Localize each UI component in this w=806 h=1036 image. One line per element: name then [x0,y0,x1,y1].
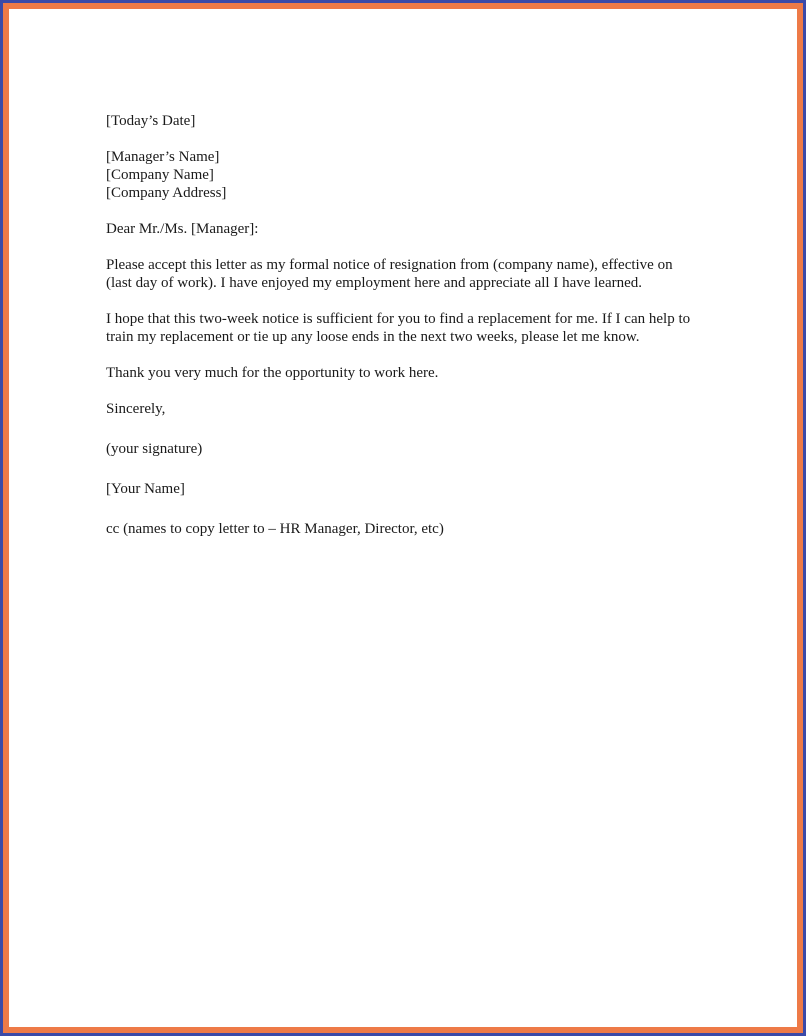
company-address: [Company Address] [106,185,227,201]
paragraph-notice [106,310,746,346]
paragraph-line: Please accept this letter as my formal notice of resignation from (company name), effective on [106,257,673,273]
closing: Sincerely, [106,401,166,417]
paragraph-resignation [106,256,746,292]
letter-page [15,15,791,1021]
manager-name: [Manager’s Name] [106,149,220,165]
paragraph-line: (last day of work). I have enjoyed my employment here and appreciate all I have learned. [106,275,643,291]
paragraph-thanks: Thank you very much for the opportunity to work here. [106,365,439,381]
signature-placeholder: (your signature) [106,441,203,457]
salutation: Dear Mr./Ms. [Manager]: [106,221,259,237]
your-name: [Your Name] [106,481,185,497]
letter-body [106,112,746,538]
paragraph-line: train my replacement or tie up any loose ends in the next two weeks, please let me know. [106,329,640,345]
recipient-block [106,148,746,202]
paragraph-line: I hope that this two-week notice is sufficient for you to find a replacement for me. If I can help to [106,311,691,327]
inner-border [3,3,803,1033]
company-name: [Company Name] [106,167,214,183]
cc-line: cc (names to copy letter to – HR Manager, Director, etc) [106,521,444,537]
letter-date: [Today’s Date] [106,113,196,129]
